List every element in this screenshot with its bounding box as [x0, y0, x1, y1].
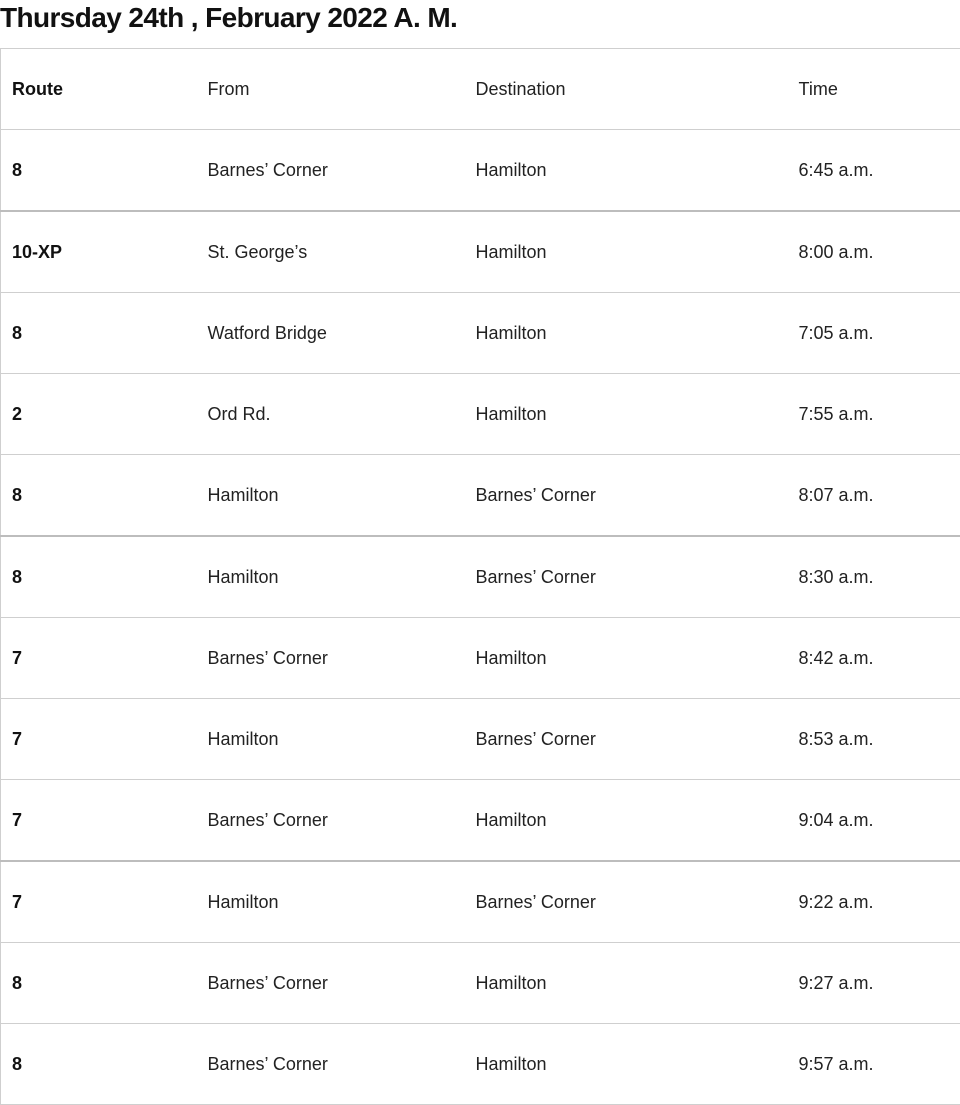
route-cell: 7 — [1, 699, 197, 780]
header-from: From — [197, 49, 465, 130]
table-row — [1, 780, 960, 862]
destination-cell: Hamilton — [465, 1024, 788, 1105]
time-cell: 6:45 a.m. — [788, 130, 960, 212]
time-cell: 9:22 a.m. — [788, 861, 960, 943]
route-cell: 2 — [1, 374, 197, 455]
destination-cell: Hamilton — [465, 780, 788, 862]
time-cell: 8:30 a.m. — [788, 536, 960, 618]
from-cell: St. George’s — [197, 211, 465, 293]
route-cell: 8 — [1, 293, 197, 374]
destination-cell: Barnes’ Corner — [465, 455, 788, 537]
destination-cell: Hamilton — [465, 211, 788, 293]
route-cell: 7 — [1, 618, 197, 699]
header-route: Route — [1, 49, 197, 130]
time-cell: 8:42 a.m. — [788, 618, 960, 699]
route-cell: 7 — [1, 780, 197, 862]
from-cell: Barnes’ Corner — [197, 130, 465, 212]
destination-cell: Barnes’ Corner — [465, 699, 788, 780]
table-row — [1, 699, 960, 780]
from-cell: Barnes’ Corner — [197, 780, 465, 862]
destination-cell: Barnes’ Corner — [465, 536, 788, 618]
time-cell: 7:05 a.m. — [788, 293, 960, 374]
from-cell: Barnes’ Corner — [197, 943, 465, 1024]
from-cell: Hamilton — [197, 699, 465, 780]
destination-cell: Hamilton — [465, 374, 788, 455]
destination-cell: Hamilton — [465, 943, 788, 1024]
table-row — [1, 861, 960, 943]
page-title: Thursday 24th , February 2022 A. M. — [0, 2, 458, 33]
destination-cell: Hamilton — [465, 293, 788, 374]
table-row — [1, 1024, 960, 1105]
table-row — [1, 374, 960, 455]
route-cell: 8 — [1, 455, 197, 537]
table-header-row — [1, 49, 960, 130]
header-time: Time — [788, 49, 960, 130]
table-row — [1, 455, 960, 537]
time-cell: 8:07 a.m. — [788, 455, 960, 537]
time-cell: 8:53 a.m. — [788, 699, 960, 780]
destination-cell: Barnes’ Corner — [465, 861, 788, 943]
time-cell: 9:57 a.m. — [788, 1024, 960, 1105]
from-cell: Hamilton — [197, 861, 465, 943]
route-cell: 8 — [1, 1024, 197, 1105]
from-cell: Barnes’ Corner — [197, 1024, 465, 1105]
bus-schedule-table — [0, 48, 960, 1105]
from-cell: Watford Bridge — [197, 293, 465, 374]
route-cell: 10-XP — [1, 211, 197, 293]
time-cell: 7:55 a.m. — [788, 374, 960, 455]
table-row — [1, 943, 960, 1024]
from-cell: Hamilton — [197, 455, 465, 537]
route-cell: 7 — [1, 861, 197, 943]
destination-cell: Hamilton — [465, 130, 788, 212]
table-row — [1, 618, 960, 699]
table-row — [1, 211, 960, 293]
route-cell: 8 — [1, 130, 197, 212]
table-row — [1, 293, 960, 374]
time-cell: 9:27 a.m. — [788, 943, 960, 1024]
table-row — [1, 130, 960, 212]
route-cell: 8 — [1, 536, 197, 618]
time-cell: 9:04 a.m. — [788, 780, 960, 862]
table-row — [1, 536, 960, 618]
from-cell: Barnes’ Corner — [197, 618, 465, 699]
from-cell: Ord Rd. — [197, 374, 465, 455]
destination-cell: Hamilton — [465, 618, 788, 699]
route-cell: 8 — [1, 943, 197, 1024]
time-cell: 8:00 a.m. — [788, 211, 960, 293]
header-destination: Destination — [465, 49, 788, 130]
from-cell: Hamilton — [197, 536, 465, 618]
